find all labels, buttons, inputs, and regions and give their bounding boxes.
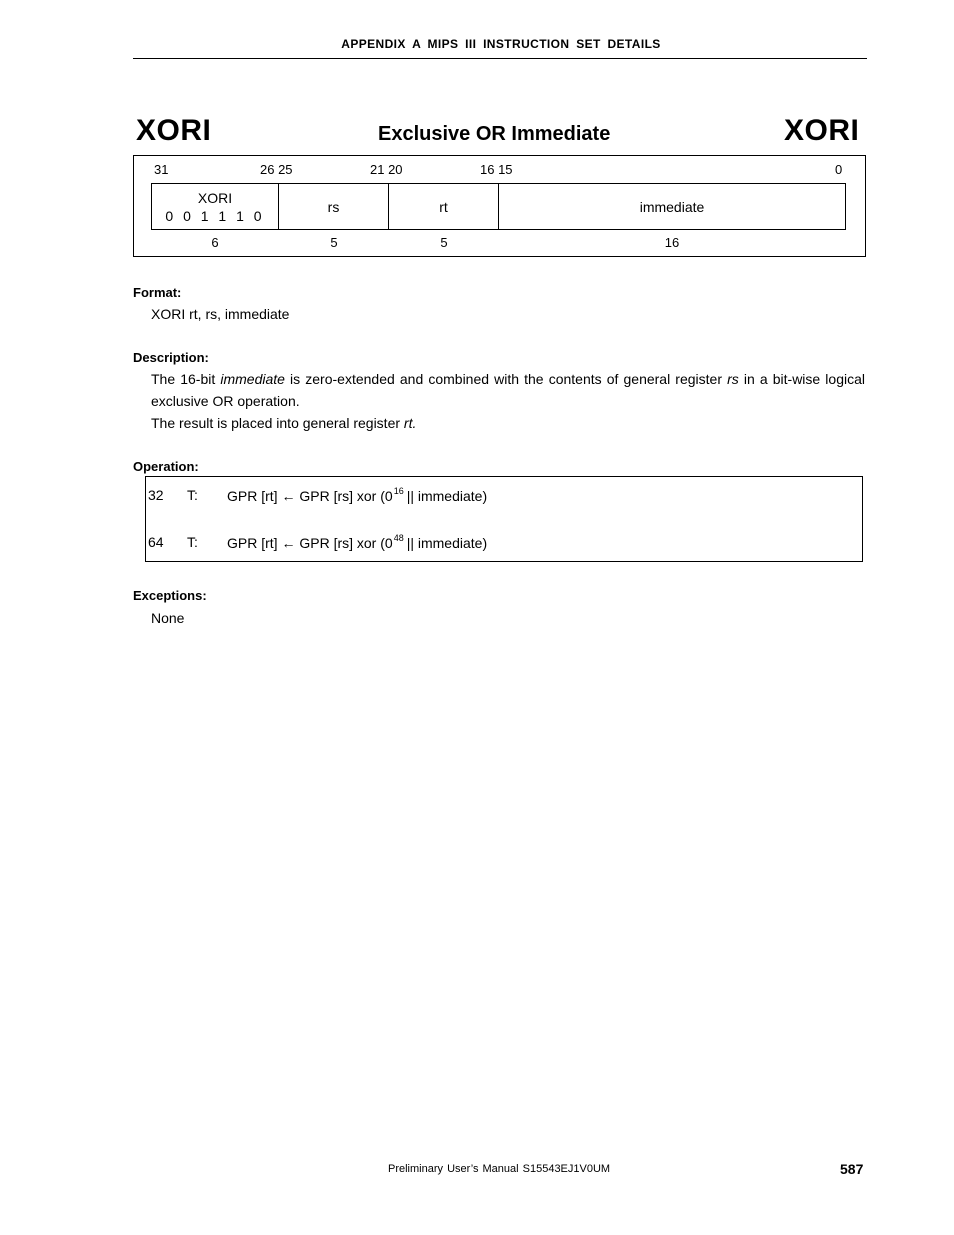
instruction-full-name: Exclusive OR Immediate bbox=[378, 123, 611, 145]
format-text: XORI rt, rs, immediate bbox=[151, 306, 290, 322]
immediate-term: immediate bbox=[220, 371, 285, 387]
header-rule bbox=[133, 58, 867, 59]
bit-number: 0 bbox=[835, 162, 843, 177]
field-rs bbox=[279, 184, 389, 229]
operation-expression: GPR [rt] ← GPR [rs] xor ($0^{16}$ || immediate) bbox=[227, 486, 488, 504]
bit-number: 26 25 bbox=[260, 162, 293, 177]
rs-term: rs bbox=[727, 371, 739, 387]
footer-manual-id: Preliminary User’s Manual S15543EJ1V0UM bbox=[388, 1163, 611, 1175]
description-heading: Description: bbox=[133, 350, 209, 365]
rt-term: rt. bbox=[403, 415, 417, 431]
page-number: 587 bbox=[840, 1161, 864, 1177]
mnemonic-right: XORI bbox=[784, 114, 860, 147]
field-width: 5 bbox=[440, 235, 448, 250]
operation-heading: Operation: bbox=[133, 459, 199, 474]
operation-stage: T: bbox=[187, 534, 198, 550]
field-name: XORI bbox=[197, 189, 233, 206]
field-name: rs bbox=[327, 198, 340, 215]
field-name: rt bbox=[439, 198, 448, 215]
operation-mode: 32 bbox=[148, 487, 164, 503]
field-width: 5 bbox=[330, 235, 338, 250]
bit-number: 16 15 bbox=[480, 162, 513, 177]
field-name: immediate bbox=[639, 198, 705, 215]
exponent: 16 bbox=[393, 486, 404, 496]
field-width: 6 bbox=[211, 235, 219, 250]
field-bits: 0 0 1 1 1 0 bbox=[165, 207, 265, 224]
field-opcode bbox=[152, 184, 279, 229]
exponent: 48 bbox=[393, 533, 404, 543]
bit-number: 31 bbox=[154, 162, 169, 177]
field-row bbox=[151, 183, 846, 230]
field-immediate bbox=[499, 184, 845, 229]
operation-stage: T: bbox=[187, 487, 198, 503]
running-header: APPENDIX A MIPS III INSTRUCTION SET DETAILS bbox=[341, 37, 661, 51]
operation-mode: 64 bbox=[148, 534, 164, 550]
bit-number: 21 20 bbox=[370, 162, 403, 177]
exceptions-heading: Exceptions: bbox=[133, 588, 207, 603]
description-body bbox=[151, 368, 865, 434]
description-paragraph: The result is placed into general register rt. bbox=[151, 415, 417, 431]
operation-expression: GPR [rt] ← GPR [rs] xor ($0^{48}$ || immediate) bbox=[227, 533, 488, 551]
description-paragraph: The 16-bit immediate is zero-extended and combined with the contents of general register rs in a bit-wise logical exclusive OR operation. bbox=[151, 371, 865, 409]
mnemonic-left: XORI bbox=[136, 114, 212, 147]
field-rt bbox=[389, 184, 499, 229]
exceptions-text: None bbox=[151, 610, 185, 626]
field-width: 16 bbox=[664, 235, 680, 250]
format-heading: Format: bbox=[133, 285, 182, 300]
